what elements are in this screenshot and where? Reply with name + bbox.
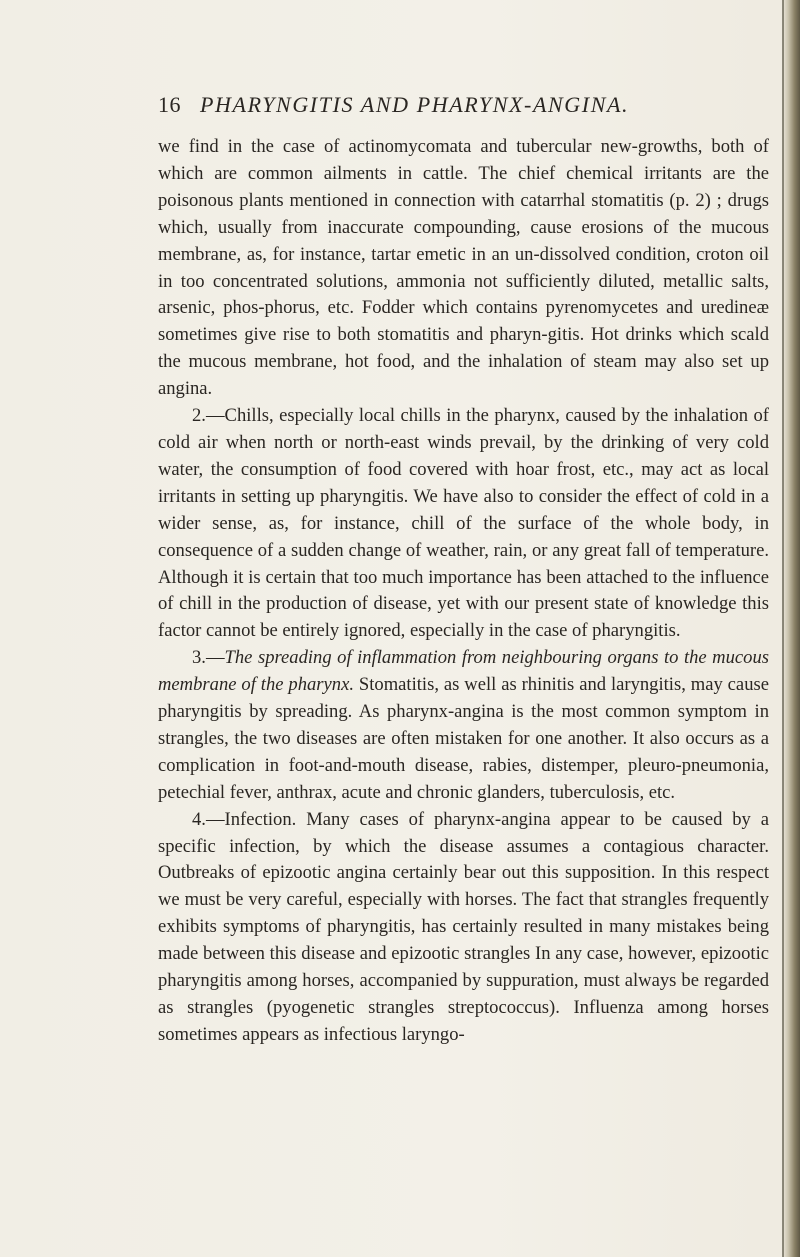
page-number: 16 xyxy=(158,92,181,117)
body-text xyxy=(158,134,769,1049)
paragraph-3-body: Stomatitis, as well as rhinitis and laryngitis, may cause pharyngitis by spreading. As pharynx-angina is the most common symptom in strangles, the two diseases are often mistaken for one another. It also occurs as a complication in foot-and-mouth disease, rabies, distemper, pleuro-pneumonia, petechial fever, anthrax, acute and chronic glanders, tuberculosis, etc. xyxy=(158,674,769,803)
paragraph-3-number: 3.— xyxy=(192,647,225,669)
page-edge-line xyxy=(782,0,784,1257)
paragraph-4-infection: 4.—Infection. Many cases of pharynx-angina appear to be caused by a specific infection, by which the disease assumes a contagious character. Outbreaks of epizootic angina certainly bear out this supposition. In this respect we must be very careful, especially with horses. The fact that strangles frequently exhibits symptoms of pharyngitis, has certainly resulted in many mistakes being made between this disease and epizootic strangles In any case, however, epizootic pharyngitis among horses, accompanied by suppuration, must always be regarded as strangles (pyogenetic strangles streptococcus). Influenza among horses sometimes appears as infectious laryngo- xyxy=(158,808,769,1045)
page-edge-shadow xyxy=(782,0,800,1257)
running-title: PHARYNGITIS AND PHARYNX-ANGINA. xyxy=(200,92,630,117)
paragraph-1: we find in the case of actinomycomata and tubercular new-growths, both of which are common ailments in cattle. The chief chemical irritants are the poisonous plants mentioned in connection with catarrhal stomatitis (p. 2) ; drugs which, usually from inaccurate compounding, cause erosions of the mucous membrane, as, for instance, tartar emetic in an un-dissolved condition, croton oil in too concentrated solutions, ammonia not sufficiently diluted, metallic salts, arsenic, phos-phorus, etc. Fodder which contains pyrenomycetes and uredineæ sometimes give rise to both stomatitis and pharyn-gitis. Hot drinks which scald the mucous membrane, hot food, and the inhalation of steam may also set up angina. xyxy=(158,136,769,400)
page-header xyxy=(158,92,678,122)
paragraph-2-chills: 2.—Chills, especially local chills in the pharynx, caused by the inhalation of cold air when north or north-east winds prevail, by the drinking of very cold water, the consumption of food covered with hoar frost, etc., may act as local irritants in setting up pharyngitis. We have also to consider the effect of cold in a wider sense, as, for instance, chill of the surface of the whole body, in consequence of a sudden change of weather, rain, or any great fall of temperature. Although it is certain that too much importance has been attached to the influence of chill in the production of disease, yet with our present state of knowledge this factor cannot be entirely ignored, especially in the case of pharyngitis. xyxy=(158,405,769,642)
paragraph-3-spreading xyxy=(158,645,769,806)
paragraph-3-italic-heading: The spreading of inflammation from neighbouring organs to the mucous membrane of the pharynx. xyxy=(158,647,769,696)
